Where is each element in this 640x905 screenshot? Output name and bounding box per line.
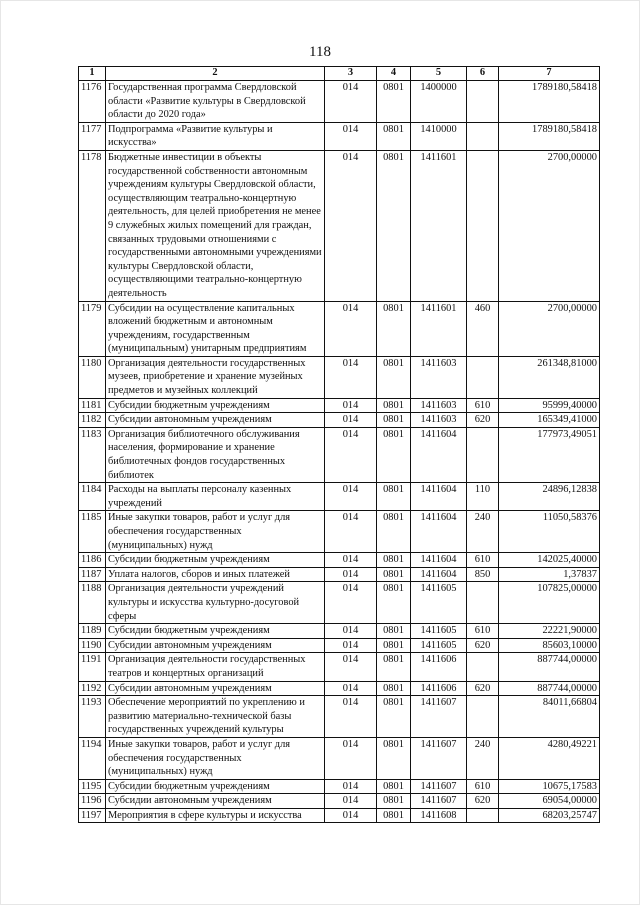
ministry-code-cell: 014 <box>325 638 377 653</box>
row-number-cell: 1183 <box>79 427 106 482</box>
expense-type-cell: 610 <box>467 779 499 794</box>
table-row <box>79 638 600 653</box>
row-number-cell: 1191 <box>79 653 106 681</box>
amount-cell: 22221,90000 <box>499 624 600 639</box>
expense-type-cell <box>467 808 499 823</box>
amount-cell: 107825,00000 <box>499 582 600 624</box>
target-article-cell: 1411603 <box>411 356 467 398</box>
ministry-code-cell: 014 <box>325 681 377 696</box>
section-code-cell: 0801 <box>377 427 411 482</box>
target-article-cell: 1410000 <box>411 122 467 150</box>
row-name-cell: Субсидии автономным учреждениям <box>106 638 325 653</box>
row-number-cell: 1176 <box>79 81 106 123</box>
expense-type-cell <box>467 122 499 150</box>
target-article-cell: 1411607 <box>411 737 467 779</box>
table-row <box>79 624 600 639</box>
section-code-cell: 0801 <box>377 696 411 738</box>
ministry-code-cell: 014 <box>325 483 377 511</box>
amount-cell: 24896,12838 <box>499 483 600 511</box>
row-number-cell: 1197 <box>79 808 106 823</box>
table-row <box>79 81 600 123</box>
ministry-code-cell: 014 <box>325 624 377 639</box>
amount-cell: 10675,17583 <box>499 779 600 794</box>
expense-type-cell <box>467 696 499 738</box>
amount-cell: 69054,00000 <box>499 794 600 809</box>
expense-type-cell <box>467 81 499 123</box>
ministry-code-cell: 014 <box>325 81 377 123</box>
target-article-cell: 1411601 <box>411 150 467 301</box>
expense-type-cell: 620 <box>467 413 499 428</box>
row-name-cell: Субсидии бюджетным учреждениям <box>106 779 325 794</box>
ministry-code-cell: 014 <box>325 582 377 624</box>
row-name-cell: Субсидии бюджетным учреждениям <box>106 624 325 639</box>
row-name-cell: Подпрограмма «Развитие культуры и искусства» <box>106 122 325 150</box>
section-code-cell: 0801 <box>377 638 411 653</box>
row-number-cell: 1181 <box>79 398 106 413</box>
row-name-cell: Обеспечение мероприятий по укреплению и развитию материально-технической базы государственных учреждений культуры <box>106 696 325 738</box>
section-code-cell: 0801 <box>377 356 411 398</box>
row-name-cell: Субсидии автономным учреждениям <box>106 413 325 428</box>
section-code-cell: 0801 <box>377 794 411 809</box>
column-header: 4 <box>377 67 411 81</box>
row-name-cell: Расходы на выплаты персоналу казенных учреждений <box>106 483 325 511</box>
column-header: 6 <box>467 67 499 81</box>
row-number-cell: 1193 <box>79 696 106 738</box>
table-row <box>79 150 600 301</box>
column-header: 2 <box>106 67 325 81</box>
table-row <box>79 398 600 413</box>
section-code-cell: 0801 <box>377 81 411 123</box>
row-number-cell: 1178 <box>79 150 106 301</box>
table-row <box>79 567 600 582</box>
amount-cell: 2700,00000 <box>499 150 600 301</box>
row-number-cell: 1184 <box>79 483 106 511</box>
target-article-cell: 1411607 <box>411 779 467 794</box>
target-article-cell: 1411601 <box>411 301 467 356</box>
section-code-cell: 0801 <box>377 582 411 624</box>
section-code-cell: 0801 <box>377 567 411 582</box>
table-row <box>79 301 600 356</box>
row-name-cell: Иные закупки товаров, работ и услуг для обеспечения государственных (муниципальных) нужд <box>106 511 325 553</box>
amount-cell: 95999,40000 <box>499 398 600 413</box>
amount-cell: 68203,25747 <box>499 808 600 823</box>
row-name-cell: Организация библиотечного обслуживания населения, формирование и хранение библиотечных фондов государственных библиотек <box>106 427 325 482</box>
target-article-cell: 1411605 <box>411 638 467 653</box>
amount-cell: 177973,49051 <box>499 427 600 482</box>
page-number: 118 <box>309 44 331 60</box>
section-code-cell: 0801 <box>377 681 411 696</box>
ministry-code-cell: 014 <box>325 653 377 681</box>
ministry-code-cell: 014 <box>325 794 377 809</box>
row-number-cell: 1185 <box>79 511 106 553</box>
target-article-cell: 1411604 <box>411 427 467 482</box>
table-row <box>79 779 600 794</box>
amount-cell: 142025,40000 <box>499 553 600 568</box>
expense-type-cell: 620 <box>467 794 499 809</box>
expense-type-cell <box>467 356 499 398</box>
row-name-cell: Бюджетные инвестиции в объекты государственной собственности автономным учреждениям культуры Свердловской области, осуществляющим театрально-концертную деятельность, для целей приобретения не менее 9 служебных жилых помещений для граждан, связанных трудовыми отношениями с государственными автономными учреждениями культуры Свердловской области, осуществляющими театрально-концертную деятельность <box>106 150 325 301</box>
expense-type-cell <box>467 427 499 482</box>
table-row <box>79 122 600 150</box>
target-article-cell: 1411603 <box>411 413 467 428</box>
table-row <box>79 483 600 511</box>
row-name-cell: Уплата налогов, сборов и иных платежей <box>106 567 325 582</box>
table-row <box>79 427 600 482</box>
section-code-cell: 0801 <box>377 653 411 681</box>
ministry-code-cell: 014 <box>325 808 377 823</box>
ministry-code-cell: 014 <box>325 356 377 398</box>
row-name-cell: Организация деятельности учреждений культуры и искусства культурно-досуговой сферы <box>106 582 325 624</box>
ministry-code-cell: 014 <box>325 398 377 413</box>
row-name-cell: Государственная программа Свердловской области «Развитие культуры в Свердловской области до 2020 года» <box>106 81 325 123</box>
expense-type-cell: 240 <box>467 511 499 553</box>
target-article-cell: 1411606 <box>411 653 467 681</box>
target-article-cell: 1411604 <box>411 567 467 582</box>
amount-cell: 11050,58376 <box>499 511 600 553</box>
row-number-cell: 1192 <box>79 681 106 696</box>
row-number-cell: 1194 <box>79 737 106 779</box>
ministry-code-cell: 014 <box>325 779 377 794</box>
row-number-cell: 1196 <box>79 794 106 809</box>
expense-type-cell: 610 <box>467 398 499 413</box>
section-code-cell: 0801 <box>377 301 411 356</box>
column-header: 5 <box>411 67 467 81</box>
table-row <box>79 511 600 553</box>
amount-cell: 261348,81000 <box>499 356 600 398</box>
amount-cell: 4280,49221 <box>499 737 600 779</box>
target-article-cell: 1411604 <box>411 553 467 568</box>
row-number-cell: 1195 <box>79 779 106 794</box>
column-header: 1 <box>79 67 106 81</box>
table-row <box>79 794 600 809</box>
target-article-cell: 1411608 <box>411 808 467 823</box>
row-number-cell: 1179 <box>79 301 106 356</box>
column-header: 3 <box>325 67 377 81</box>
row-number-cell: 1177 <box>79 122 106 150</box>
section-code-cell: 0801 <box>377 624 411 639</box>
row-name-cell: Организация деятельности государственных театров и концертных организаций <box>106 653 325 681</box>
expense-type-cell <box>467 653 499 681</box>
ministry-code-cell: 014 <box>325 696 377 738</box>
expense-type-cell: 240 <box>467 737 499 779</box>
target-article-cell: 1411605 <box>411 624 467 639</box>
ministry-code-cell: 014 <box>325 122 377 150</box>
ministry-code-cell: 014 <box>325 427 377 482</box>
expense-type-cell: 610 <box>467 624 499 639</box>
amount-cell: 887744,00000 <box>499 653 600 681</box>
table-row <box>79 681 600 696</box>
section-code-cell: 0801 <box>377 511 411 553</box>
table-row <box>79 356 600 398</box>
ministry-code-cell: 014 <box>325 553 377 568</box>
table-row <box>79 413 600 428</box>
amount-cell: 1789180,58418 <box>499 122 600 150</box>
section-code-cell: 0801 <box>377 413 411 428</box>
table-row <box>79 553 600 568</box>
amount-cell: 85603,10000 <box>499 638 600 653</box>
target-article-cell: 1400000 <box>411 81 467 123</box>
target-article-cell: 1411607 <box>411 696 467 738</box>
row-name-cell: Субсидии автономным учреждениям <box>106 794 325 809</box>
target-article-cell: 1411605 <box>411 582 467 624</box>
table-row <box>79 653 600 681</box>
expense-type-cell: 110 <box>467 483 499 511</box>
target-article-cell: 1411607 <box>411 794 467 809</box>
target-article-cell: 1411604 <box>411 483 467 511</box>
row-name-cell: Субсидии бюджетным учреждениям <box>106 553 325 568</box>
column-header: 7 <box>499 67 600 81</box>
expense-type-cell: 850 <box>467 567 499 582</box>
table-header-row <box>79 67 600 81</box>
ministry-code-cell: 014 <box>325 301 377 356</box>
amount-cell: 1789180,58418 <box>499 81 600 123</box>
expense-type-cell: 460 <box>467 301 499 356</box>
table-row <box>79 808 600 823</box>
section-code-cell: 0801 <box>377 122 411 150</box>
ministry-code-cell: 014 <box>325 413 377 428</box>
amount-cell: 84011,66804 <box>499 696 600 738</box>
section-code-cell: 0801 <box>377 553 411 568</box>
row-name-cell: Мероприятия в сфере культуры и искусства <box>106 808 325 823</box>
row-number-cell: 1189 <box>79 624 106 639</box>
amount-cell: 165349,41000 <box>499 413 600 428</box>
expense-type-cell: 620 <box>467 638 499 653</box>
section-code-cell: 0801 <box>377 483 411 511</box>
row-number-cell: 1187 <box>79 567 106 582</box>
row-name-cell: Субсидии бюджетным учреждениям <box>106 398 325 413</box>
row-name-cell: Иные закупки товаров, работ и услуг для обеспечения государственных (муниципальных) нужд <box>106 737 325 779</box>
ministry-code-cell: 014 <box>325 150 377 301</box>
amount-cell: 1,37837 <box>499 567 600 582</box>
table-row <box>79 696 600 738</box>
section-code-cell: 0801 <box>377 779 411 794</box>
target-article-cell: 1411604 <box>411 511 467 553</box>
target-article-cell: 1411606 <box>411 681 467 696</box>
section-code-cell: 0801 <box>377 808 411 823</box>
amount-cell: 2700,00000 <box>499 301 600 356</box>
section-code-cell: 0801 <box>377 398 411 413</box>
table-row <box>79 582 600 624</box>
row-number-cell: 1188 <box>79 582 106 624</box>
ministry-code-cell: 014 <box>325 511 377 553</box>
table-body <box>79 81 600 823</box>
row-name-cell: Субсидии на осуществление капитальных вложений бюджетным и автономным учреждениям, государственным (муниципальным) унитарным предприятиям <box>106 301 325 356</box>
row-name-cell: Организация деятельности государственных музеев, приобретение и хранение музейных предметов и музейных коллекций <box>106 356 325 398</box>
table-row <box>79 737 600 779</box>
expense-type-cell: 620 <box>467 681 499 696</box>
section-code-cell: 0801 <box>377 737 411 779</box>
expense-type-cell <box>467 150 499 301</box>
row-number-cell: 1186 <box>79 553 106 568</box>
row-name-cell: Субсидии автономным учреждениям <box>106 681 325 696</box>
row-number-cell: 1182 <box>79 413 106 428</box>
ministry-code-cell: 014 <box>325 567 377 582</box>
budget-table <box>78 66 600 823</box>
amount-cell: 887744,00000 <box>499 681 600 696</box>
target-article-cell: 1411603 <box>411 398 467 413</box>
section-code-cell: 0801 <box>377 150 411 301</box>
expense-type-cell: 610 <box>467 553 499 568</box>
expense-type-cell <box>467 582 499 624</box>
ministry-code-cell: 014 <box>325 737 377 779</box>
row-number-cell: 1190 <box>79 638 106 653</box>
row-number-cell: 1180 <box>79 356 106 398</box>
